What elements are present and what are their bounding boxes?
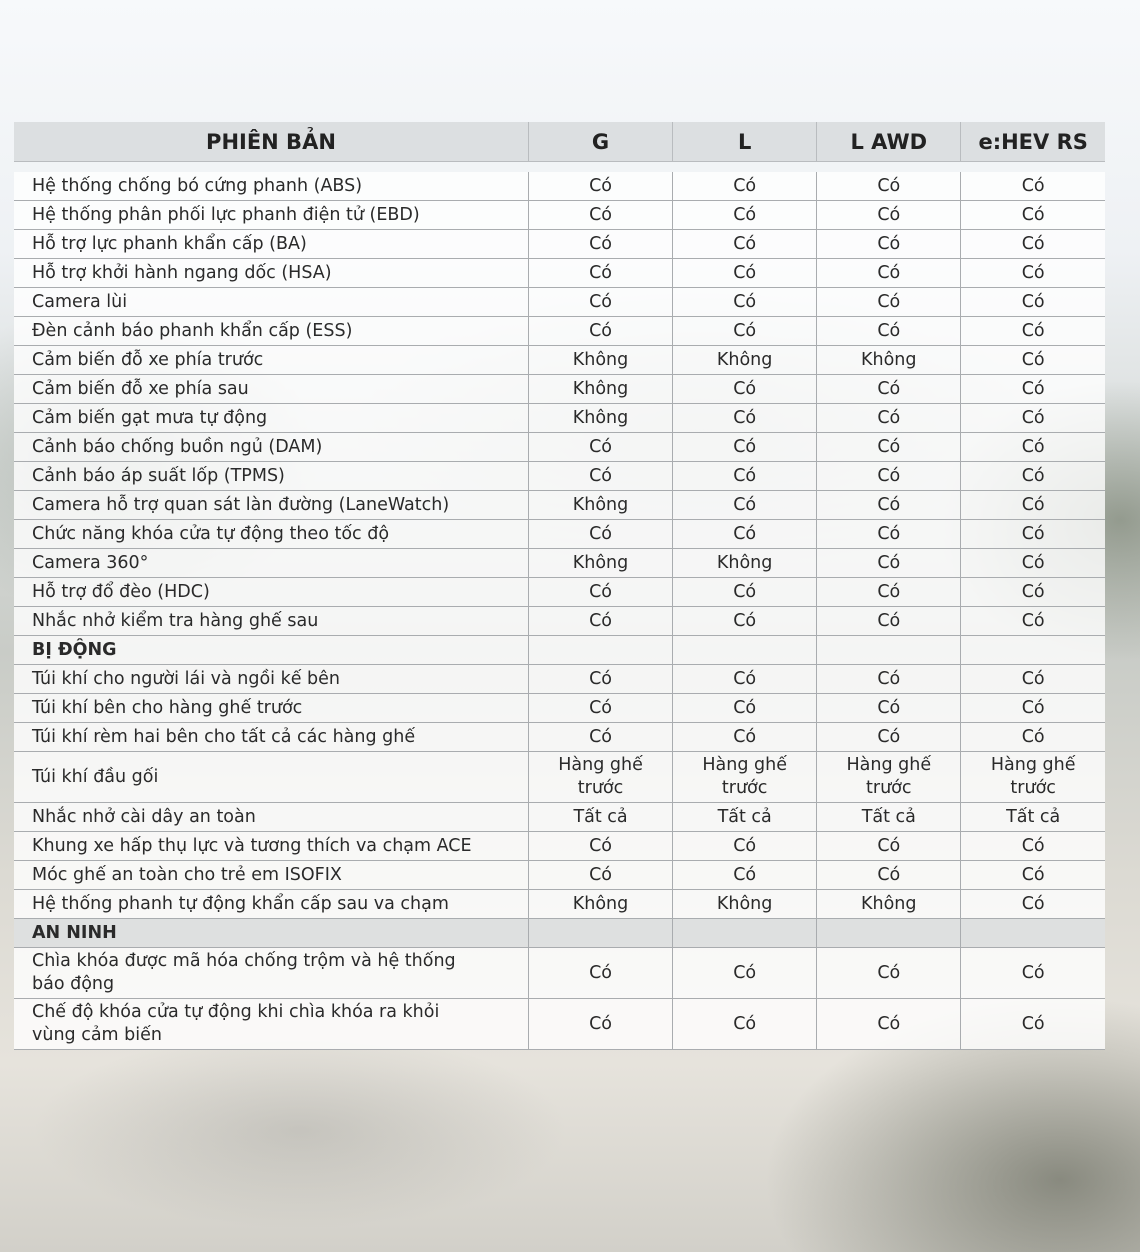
feature-value: Có xyxy=(817,317,961,346)
feature-value: Không xyxy=(528,890,672,919)
table-row xyxy=(14,549,1105,578)
feature-value: Có xyxy=(673,948,817,999)
feature-value: Có xyxy=(817,520,961,549)
feature-value: Có xyxy=(528,999,672,1050)
feature-value: Có xyxy=(673,723,817,752)
feature-value: Có xyxy=(673,694,817,723)
feature-label: Chế độ khóa cửa tự động khi chìa khóa ra khỏi vùng cảm biến xyxy=(14,999,528,1050)
feature-value: Không xyxy=(817,346,961,375)
table-row xyxy=(14,288,1105,317)
feature-value: Có xyxy=(528,317,672,346)
feature-value: Có xyxy=(673,230,817,259)
table-row xyxy=(14,694,1105,723)
table-row xyxy=(14,607,1105,636)
feature-value: Có xyxy=(817,288,961,317)
feature-value: Có xyxy=(961,433,1105,462)
table-row xyxy=(14,346,1105,375)
feature-value: Có xyxy=(673,491,817,520)
table-row xyxy=(14,999,1105,1050)
feature-value: Có xyxy=(817,462,961,491)
feature-value: Tất cả xyxy=(528,803,672,832)
feature-value: Có xyxy=(528,462,672,491)
feature-label: Hệ thống phân phối lực phanh điện tử (EBD) xyxy=(14,201,528,230)
feature-value: Có xyxy=(961,948,1105,999)
feature-value: Có xyxy=(528,948,672,999)
table-header-row xyxy=(14,122,1105,162)
feature-value: Có xyxy=(528,723,672,752)
feature-value: Có xyxy=(817,723,961,752)
feature-value: Có xyxy=(528,607,672,636)
feature-value: Có xyxy=(817,832,961,861)
header-l: L xyxy=(673,122,817,162)
feature-label: Túi khí bên cho hàng ghế trước xyxy=(14,694,528,723)
feature-label: Chức năng khóa cửa tự động theo tốc độ xyxy=(14,520,528,549)
feature-value: Có xyxy=(817,433,961,462)
feature-value: Có xyxy=(528,230,672,259)
feature-label: Hệ thống phanh tự động khẩn cấp sau va chạm xyxy=(14,890,528,919)
feature-label: Camera 360° xyxy=(14,549,528,578)
feature-value: Có xyxy=(673,201,817,230)
feature-value: Có xyxy=(961,288,1105,317)
feature-value: Có xyxy=(528,832,672,861)
section-title: AN NINH xyxy=(14,919,528,948)
feature-value: Có xyxy=(673,317,817,346)
feature-value: Có xyxy=(673,999,817,1050)
feature-label: Hỗ trợ đổ đèo (HDC) xyxy=(14,578,528,607)
feature-value: Có xyxy=(961,578,1105,607)
table-row xyxy=(14,520,1105,549)
feature-label: Hệ thống chống bó cứng phanh (ABS) xyxy=(14,172,528,201)
feature-value: Không xyxy=(673,549,817,578)
feature-value: Có xyxy=(817,230,961,259)
feature-value: Có xyxy=(961,861,1105,890)
feature-value: Có xyxy=(673,375,817,404)
feature-value: Có xyxy=(673,832,817,861)
feature-label: Nhắc nhở kiểm tra hàng ghế sau xyxy=(14,607,528,636)
feature-value: Có xyxy=(673,578,817,607)
feature-value: Có xyxy=(961,607,1105,636)
table-row xyxy=(14,832,1105,861)
feature-value xyxy=(817,919,961,948)
feature-value: Tất cả xyxy=(817,803,961,832)
feature-value: Hàng ghế trước xyxy=(817,752,961,803)
feature-value: Có xyxy=(817,861,961,890)
feature-value: Có xyxy=(961,230,1105,259)
header-version: PHIÊN BẢN xyxy=(14,122,528,162)
feature-label: Camera lùi xyxy=(14,288,528,317)
feature-value: Có xyxy=(961,665,1105,694)
header-spacer xyxy=(14,162,1105,173)
feature-value: Có xyxy=(673,665,817,694)
feature-value: Có xyxy=(817,578,961,607)
section-row xyxy=(14,919,1105,948)
feature-label: Cảm biến đỗ xe phía trước xyxy=(14,346,528,375)
feature-value: Hàng ghế trước xyxy=(961,752,1105,803)
table-row xyxy=(14,462,1105,491)
table-row xyxy=(14,665,1105,694)
feature-value: Có xyxy=(817,172,961,201)
feature-label: Cảm biến đỗ xe phía sau xyxy=(14,375,528,404)
feature-value: Có xyxy=(817,694,961,723)
feature-value: Có xyxy=(961,346,1105,375)
feature-value: Có xyxy=(673,607,817,636)
table-row xyxy=(14,723,1105,752)
feature-value: Có xyxy=(817,491,961,520)
feature-value xyxy=(817,636,961,665)
feature-value: Có xyxy=(817,665,961,694)
feature-value: Có xyxy=(673,404,817,433)
feature-value: Có xyxy=(961,491,1105,520)
table-row xyxy=(14,317,1105,346)
feature-label: Cảnh báo áp suất lốp (TPMS) xyxy=(14,462,528,491)
safety-spec-table xyxy=(14,122,1105,1050)
feature-value: Có xyxy=(673,520,817,549)
feature-label: Móc ghế an toàn cho trẻ em ISOFIX xyxy=(14,861,528,890)
feature-value: Có xyxy=(528,201,672,230)
feature-value: Có xyxy=(673,433,817,462)
table-row xyxy=(14,948,1105,999)
header-g: G xyxy=(528,122,672,162)
section-title: BỊ ĐỘNG xyxy=(14,636,528,665)
spec-table-container xyxy=(14,122,1105,1050)
feature-value: Có xyxy=(673,861,817,890)
feature-label: Hỗ trợ lực phanh khẩn cấp (BA) xyxy=(14,230,528,259)
feature-value: Có xyxy=(673,462,817,491)
feature-label: Hỗ trợ khởi hành ngang dốc (HSA) xyxy=(14,259,528,288)
feature-label: Khung xe hấp thụ lực và tương thích va chạm ACE xyxy=(14,832,528,861)
feature-value: Có xyxy=(673,172,817,201)
feature-value: Không xyxy=(673,890,817,919)
feature-value: Không xyxy=(528,404,672,433)
feature-value xyxy=(528,636,672,665)
table-row xyxy=(14,491,1105,520)
feature-value: Có xyxy=(528,259,672,288)
feature-label: Camera hỗ trợ quan sát làn đường (LaneWatch) xyxy=(14,491,528,520)
feature-value: Có xyxy=(528,578,672,607)
feature-value: Có xyxy=(528,861,672,890)
feature-value: Có xyxy=(817,375,961,404)
feature-value: Có xyxy=(961,259,1105,288)
feature-label: Cảm biến gạt mưa tự động xyxy=(14,404,528,433)
feature-value: Không xyxy=(817,890,961,919)
feature-value: Có xyxy=(528,520,672,549)
feature-label: Cảnh báo chống buồn ngủ (DAM) xyxy=(14,433,528,462)
feature-value: Có xyxy=(528,172,672,201)
feature-value: Có xyxy=(961,999,1105,1050)
feature-value: Có xyxy=(961,832,1105,861)
feature-value xyxy=(961,636,1105,665)
feature-value xyxy=(673,919,817,948)
feature-value xyxy=(961,919,1105,948)
feature-value xyxy=(528,919,672,948)
feature-value: Có xyxy=(961,462,1105,491)
feature-value: Có xyxy=(817,404,961,433)
table-row xyxy=(14,259,1105,288)
feature-value: Có xyxy=(673,259,817,288)
feature-label: Túi khí đầu gối xyxy=(14,752,528,803)
feature-label: Túi khí rèm hai bên cho tất cả các hàng ghế xyxy=(14,723,528,752)
feature-value: Có xyxy=(961,375,1105,404)
feature-value: Có xyxy=(961,890,1105,919)
feature-value: Hàng ghế trước xyxy=(673,752,817,803)
table-row xyxy=(14,752,1105,803)
table-row xyxy=(14,803,1105,832)
feature-value: Có xyxy=(673,288,817,317)
header-l-awd: L AWD xyxy=(817,122,961,162)
feature-value: Không xyxy=(673,346,817,375)
feature-value: Có xyxy=(961,549,1105,578)
feature-value: Không xyxy=(528,491,672,520)
feature-label: Đèn cảnh báo phanh khẩn cấp (ESS) xyxy=(14,317,528,346)
header-ehev-rs: e:HEV RS xyxy=(961,122,1105,162)
feature-value: Có xyxy=(817,549,961,578)
feature-value: Có xyxy=(528,694,672,723)
table-row xyxy=(14,230,1105,259)
feature-value: Tất cả xyxy=(961,803,1105,832)
feature-value: Có xyxy=(528,665,672,694)
table-body xyxy=(14,162,1105,1050)
feature-value: Có xyxy=(817,948,961,999)
feature-value: Có xyxy=(961,317,1105,346)
feature-value: Có xyxy=(817,201,961,230)
feature-value: Không xyxy=(528,346,672,375)
feature-value xyxy=(673,636,817,665)
feature-value: Có xyxy=(817,999,961,1050)
table-row xyxy=(14,375,1105,404)
feature-value: Có xyxy=(961,404,1105,433)
table-row xyxy=(14,201,1105,230)
feature-label: Nhắc nhở cài dây an toàn xyxy=(14,803,528,832)
feature-value: Có xyxy=(961,520,1105,549)
feature-value: Có xyxy=(961,694,1105,723)
feature-value: Có xyxy=(961,201,1105,230)
section-row xyxy=(14,636,1105,665)
feature-value: Có xyxy=(528,288,672,317)
feature-label: Túi khí cho người lái và ngồi kế bên xyxy=(14,665,528,694)
table-row xyxy=(14,890,1105,919)
feature-value: Không xyxy=(528,549,672,578)
table-row xyxy=(14,433,1105,462)
feature-value: Có xyxy=(528,433,672,462)
feature-value: Có xyxy=(817,607,961,636)
feature-value: Hàng ghế trước xyxy=(528,752,672,803)
feature-value: Có xyxy=(961,172,1105,201)
feature-value: Có xyxy=(817,259,961,288)
table-row xyxy=(14,172,1105,201)
table-row xyxy=(14,404,1105,433)
feature-value: Có xyxy=(961,723,1105,752)
feature-label: Chìa khóa được mã hóa chống trộm và hệ thống báo động xyxy=(14,948,528,999)
feature-value: Tất cả xyxy=(673,803,817,832)
table-row xyxy=(14,578,1105,607)
feature-value: Không xyxy=(528,375,672,404)
table-row xyxy=(14,861,1105,890)
